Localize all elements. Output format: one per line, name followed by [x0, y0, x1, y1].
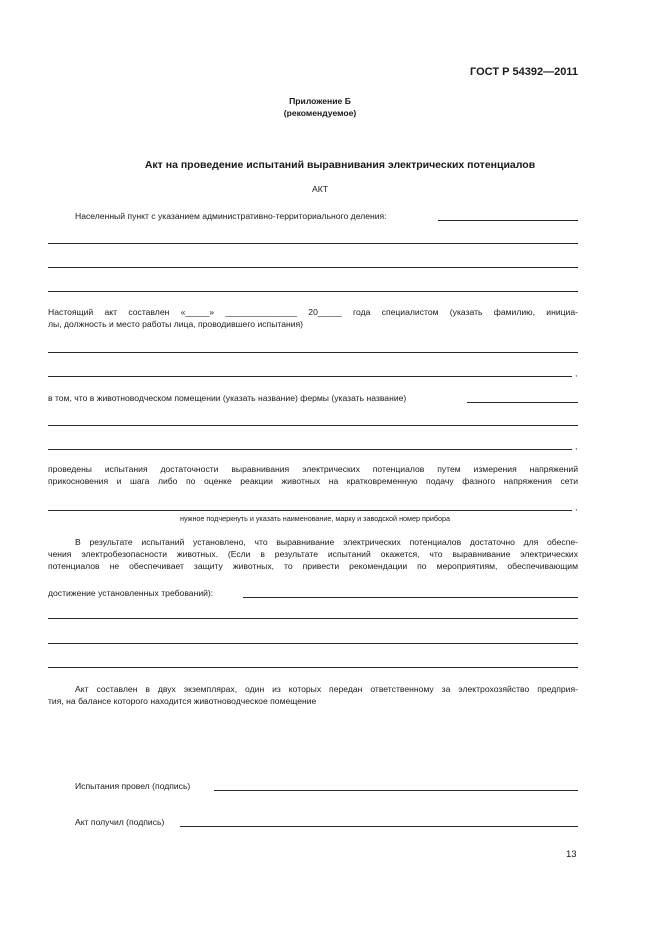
specialist-line-1[interactable] — [48, 352, 578, 353]
signature-tester-label: Испытания провел (подпись) — [75, 781, 191, 791]
result-text-4: достижение установленных требований): — [48, 588, 214, 598]
locality-label: Населенный пункт с указанием административно-территориального деления: — [75, 211, 387, 221]
requirements-line-3[interactable] — [48, 667, 578, 668]
composed-text-2: лы, должность и место работы лица, проводившего испытания) — [48, 319, 304, 329]
copies-text-2: тия, на балансе которого находится животноводческое помещение — [48, 696, 317, 706]
comma: , — [575, 368, 578, 378]
appendix-title: Приложение Б — [289, 96, 351, 106]
instrument-caption: нужное подчеркнуть и указать наименование, марку и заводской номер прибора — [180, 514, 450, 523]
locality-line-3[interactable] — [48, 291, 578, 292]
farm-label: в том, что в животноводческом помещении (указать название) фермы (указать название) — [48, 393, 407, 403]
farm-line-2[interactable] — [48, 449, 572, 450]
farm-line-1[interactable] — [48, 425, 578, 426]
signature-receiver-field[interactable] — [180, 826, 578, 827]
specialist-line-2[interactable] — [48, 376, 572, 377]
requirements-line-2[interactable] — [48, 643, 578, 644]
result-text-3: потенциалов не обеспечивает защиту животных, то привести рекомендации по мероприятиям, обеспечивающим — [48, 561, 578, 571]
tests-text-2: прикосновения и шага либо по оценке реакции животных на кратковременную подачу фазного напряжения сети — [48, 476, 578, 486]
signature-receiver-label: Акт получил (подпись) — [75, 817, 165, 827]
locality-field[interactable] — [438, 220, 578, 221]
tests-text-1: проведены испытания достаточности выравнивания электрических потенциалов путем измерения напряжений — [48, 464, 578, 474]
locality-line-2[interactable] — [48, 267, 578, 268]
farm-field[interactable] — [467, 402, 578, 403]
result-text-1: В результате испытаний установлено, что выравнивание электрических потенциалов достаточно для обеспе- — [75, 537, 578, 547]
instrument-line[interactable] — [48, 510, 572, 511]
requirements-line-1[interactable] — [48, 618, 578, 619]
copies-text-1: Акт составлен в двух экземплярах, один из которых передан ответственному за электрохозяйство предприя- — [75, 684, 578, 694]
page-number: 13 — [566, 849, 577, 860]
comma: , — [575, 441, 578, 451]
appendix-status: (рекомендуемое) — [283, 108, 357, 118]
requirements-field[interactable] — [243, 597, 578, 598]
result-text-2: чения электробезопасности животных. (Если в результате испытаний окажется, что выравнивание электрических — [48, 549, 578, 559]
composed-text-1: Настоящий акт составлен «_____» _______________ 20_____ года специалистом (указать фамилию, инициа- — [48, 307, 578, 317]
comma: , — [575, 502, 578, 512]
document-title: Акт на проведение испытаний выравнивания электрических потенциалов — [144, 159, 536, 171]
gost-number: ГОСТ Р 54392—2011 — [470, 66, 578, 78]
signature-tester-field[interactable] — [214, 790, 578, 791]
akt-label: АКТ — [312, 184, 328, 194]
locality-line-1[interactable] — [48, 243, 578, 244]
